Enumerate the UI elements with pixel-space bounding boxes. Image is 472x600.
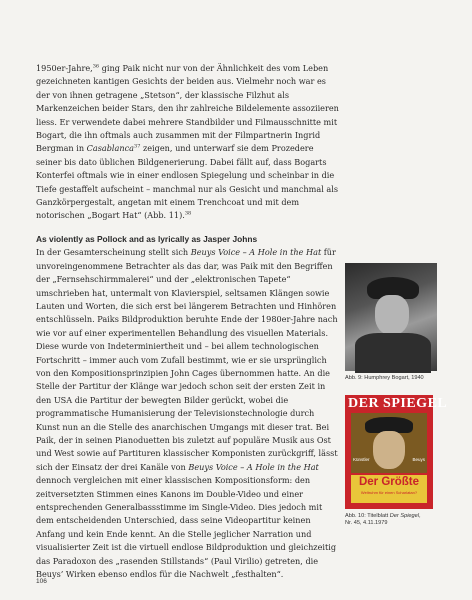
bogart-photo: [345, 263, 437, 371]
body-paragraph-1: [36, 62, 339, 223]
film-title: Casablanca: [86, 143, 135, 154]
figure-10-caption: [345, 513, 455, 527]
caption-magazine-title: Der Spiegel: [389, 513, 420, 519]
page-number: 106: [36, 578, 47, 585]
caption-issue: Nr. 45, 4.11.1979: [345, 520, 388, 526]
section-heading: As violently as Pollock and as lyrically as Jasper Johns: [36, 233, 258, 244]
text-run: In der Gesamterscheinung stellt sich: [36, 247, 191, 258]
cover-masthead: DER SPIEGEL: [348, 396, 448, 411]
cover-headline-banner: [351, 475, 427, 503]
face-shape: [373, 431, 405, 469]
body-paragraph-2: [36, 246, 339, 581]
footnote-ref: 38: [184, 210, 192, 217]
text-run: für unvoreingenommene Betrachter als das dar, was Paik mit den Begriffen der „Fernsehschirmmalerei“ und der „elektronischen Tapete“ umschrieben hat, untermalt von Klavierspiel, seltsamen Klängen sowie Lauten und Worten, die sich erst bei längerem Betrachten und Hinhören entschlüsseln. Paiks Bildproduktion beruhte Ende der 1980er-Jahre nach wie vor auf einer experimentellen Behandlung des visuellen Materials. Diese wurde von Indeterminiertheit und – bei allem technologischen Fortschritt – immer auch vom Zufall bestimmt, wie er sie ursprünglich von den Kompositionsprinzipien John Cages übernommen hatte. An die Stelle der Partitur der Klänge war jedoch schon seit der ersten Zeit in den USA die Partitur der bewegten Bilder gerückt, wobei die programmatische Humanisierung der Televisionstechnologie durch Kunst nun an die Stelle des anarchischen Umgangs mit dieser trat. Bei Paik, der in seinen Pianoduetten bis zuletzt auf populäre Musik aus Ost und West sowie auf Partituren klassischer Komponisten zurückgriff, lässt sich der Einsatz der drei Kanäle von: [36, 247, 338, 472]
text-run: dennoch vergleichen mit einer klassischen Kompositionsform: den zeitversetzten Stimmen eines Kanons im Double-Video und einer entsprechenden Generalbassstimme im Single-Video. Dies jedoch mit dem entscheidenden Unterschied, dass seine Videopartitur keinen Anfang und kein Ende kennt. An die Stelle jeglicher Narration und visualisierter Zeit ist die virtuell endlose Bildproduktion und gleichzeitig das Paradoxon des „rasenden Stillstands“ (Paul Virilio) getreten, die Beuys’ Wirken ebenso endlos für die Nachwelt „festhalten“.: [36, 475, 337, 580]
face-shape: [375, 295, 409, 335]
spiegel-cover-image: [345, 395, 448, 509]
main-text-column: [36, 62, 339, 581]
figure-9-caption: Abb. 9: Humphrey Bogart, 1940: [345, 375, 424, 381]
work-title: Beuys Voice – A Hole in the Hat: [188, 461, 319, 472]
cover-headline: Der Größte: [358, 476, 420, 488]
caption-text: Abb. 10: Titelblatt: [345, 513, 390, 519]
cover-subline: Weltruhm für einen Scharlatan?: [360, 490, 418, 495]
caption-text: ,: [419, 513, 421, 519]
text-run: zeigen, und unterwarf sie dem Prozedere seiner bis dato üblichen Bildgenerierung. Dabei fällt auf, dass Bogarts Konterfei oftmals wie in einer endlosen Spiegelung und scheinbar in die Tiefe gestaffelt aufscheint – manchmal nur als Gesicht und manchmal als Ganzkörpergestalt, angetan mit einem Trenchcoat und mit dem notorischen „Bogart Hat“ (Abb. 11).: [36, 143, 338, 221]
coat-shape: [355, 333, 431, 373]
cover-labels: [353, 457, 425, 462]
footnote-ref: 37: [134, 143, 141, 150]
text-run: ging Paik nicht nur von der Ähnlichkeit des vom Leben gezeichneten kantigen Gesichts der beiden aus. Vielmehr noch war es der von ihnen getragene „Stetson“, der klassische Filzhut als Markenzeichen beider Stars, den ihr zahlreiche Bildelemente assoziieren liess. Er verwendete dabei mehrere Standbilder und Filmausschnitte mit Bogart, die ihn oftmals auch zusammen mit der Filmpartnerin Ingrid Bergman in: [36, 63, 339, 154]
footnote-ref: 36: [92, 63, 100, 70]
cover-portrait: [351, 413, 427, 473]
cover-label-left: Künstler: [353, 457, 370, 462]
text-run: 1950er-Jahre,: [36, 63, 93, 73]
cover-label-right: Beuys: [412, 457, 425, 462]
work-title: Beuys Voice – A Hole in the Hat: [190, 247, 322, 258]
